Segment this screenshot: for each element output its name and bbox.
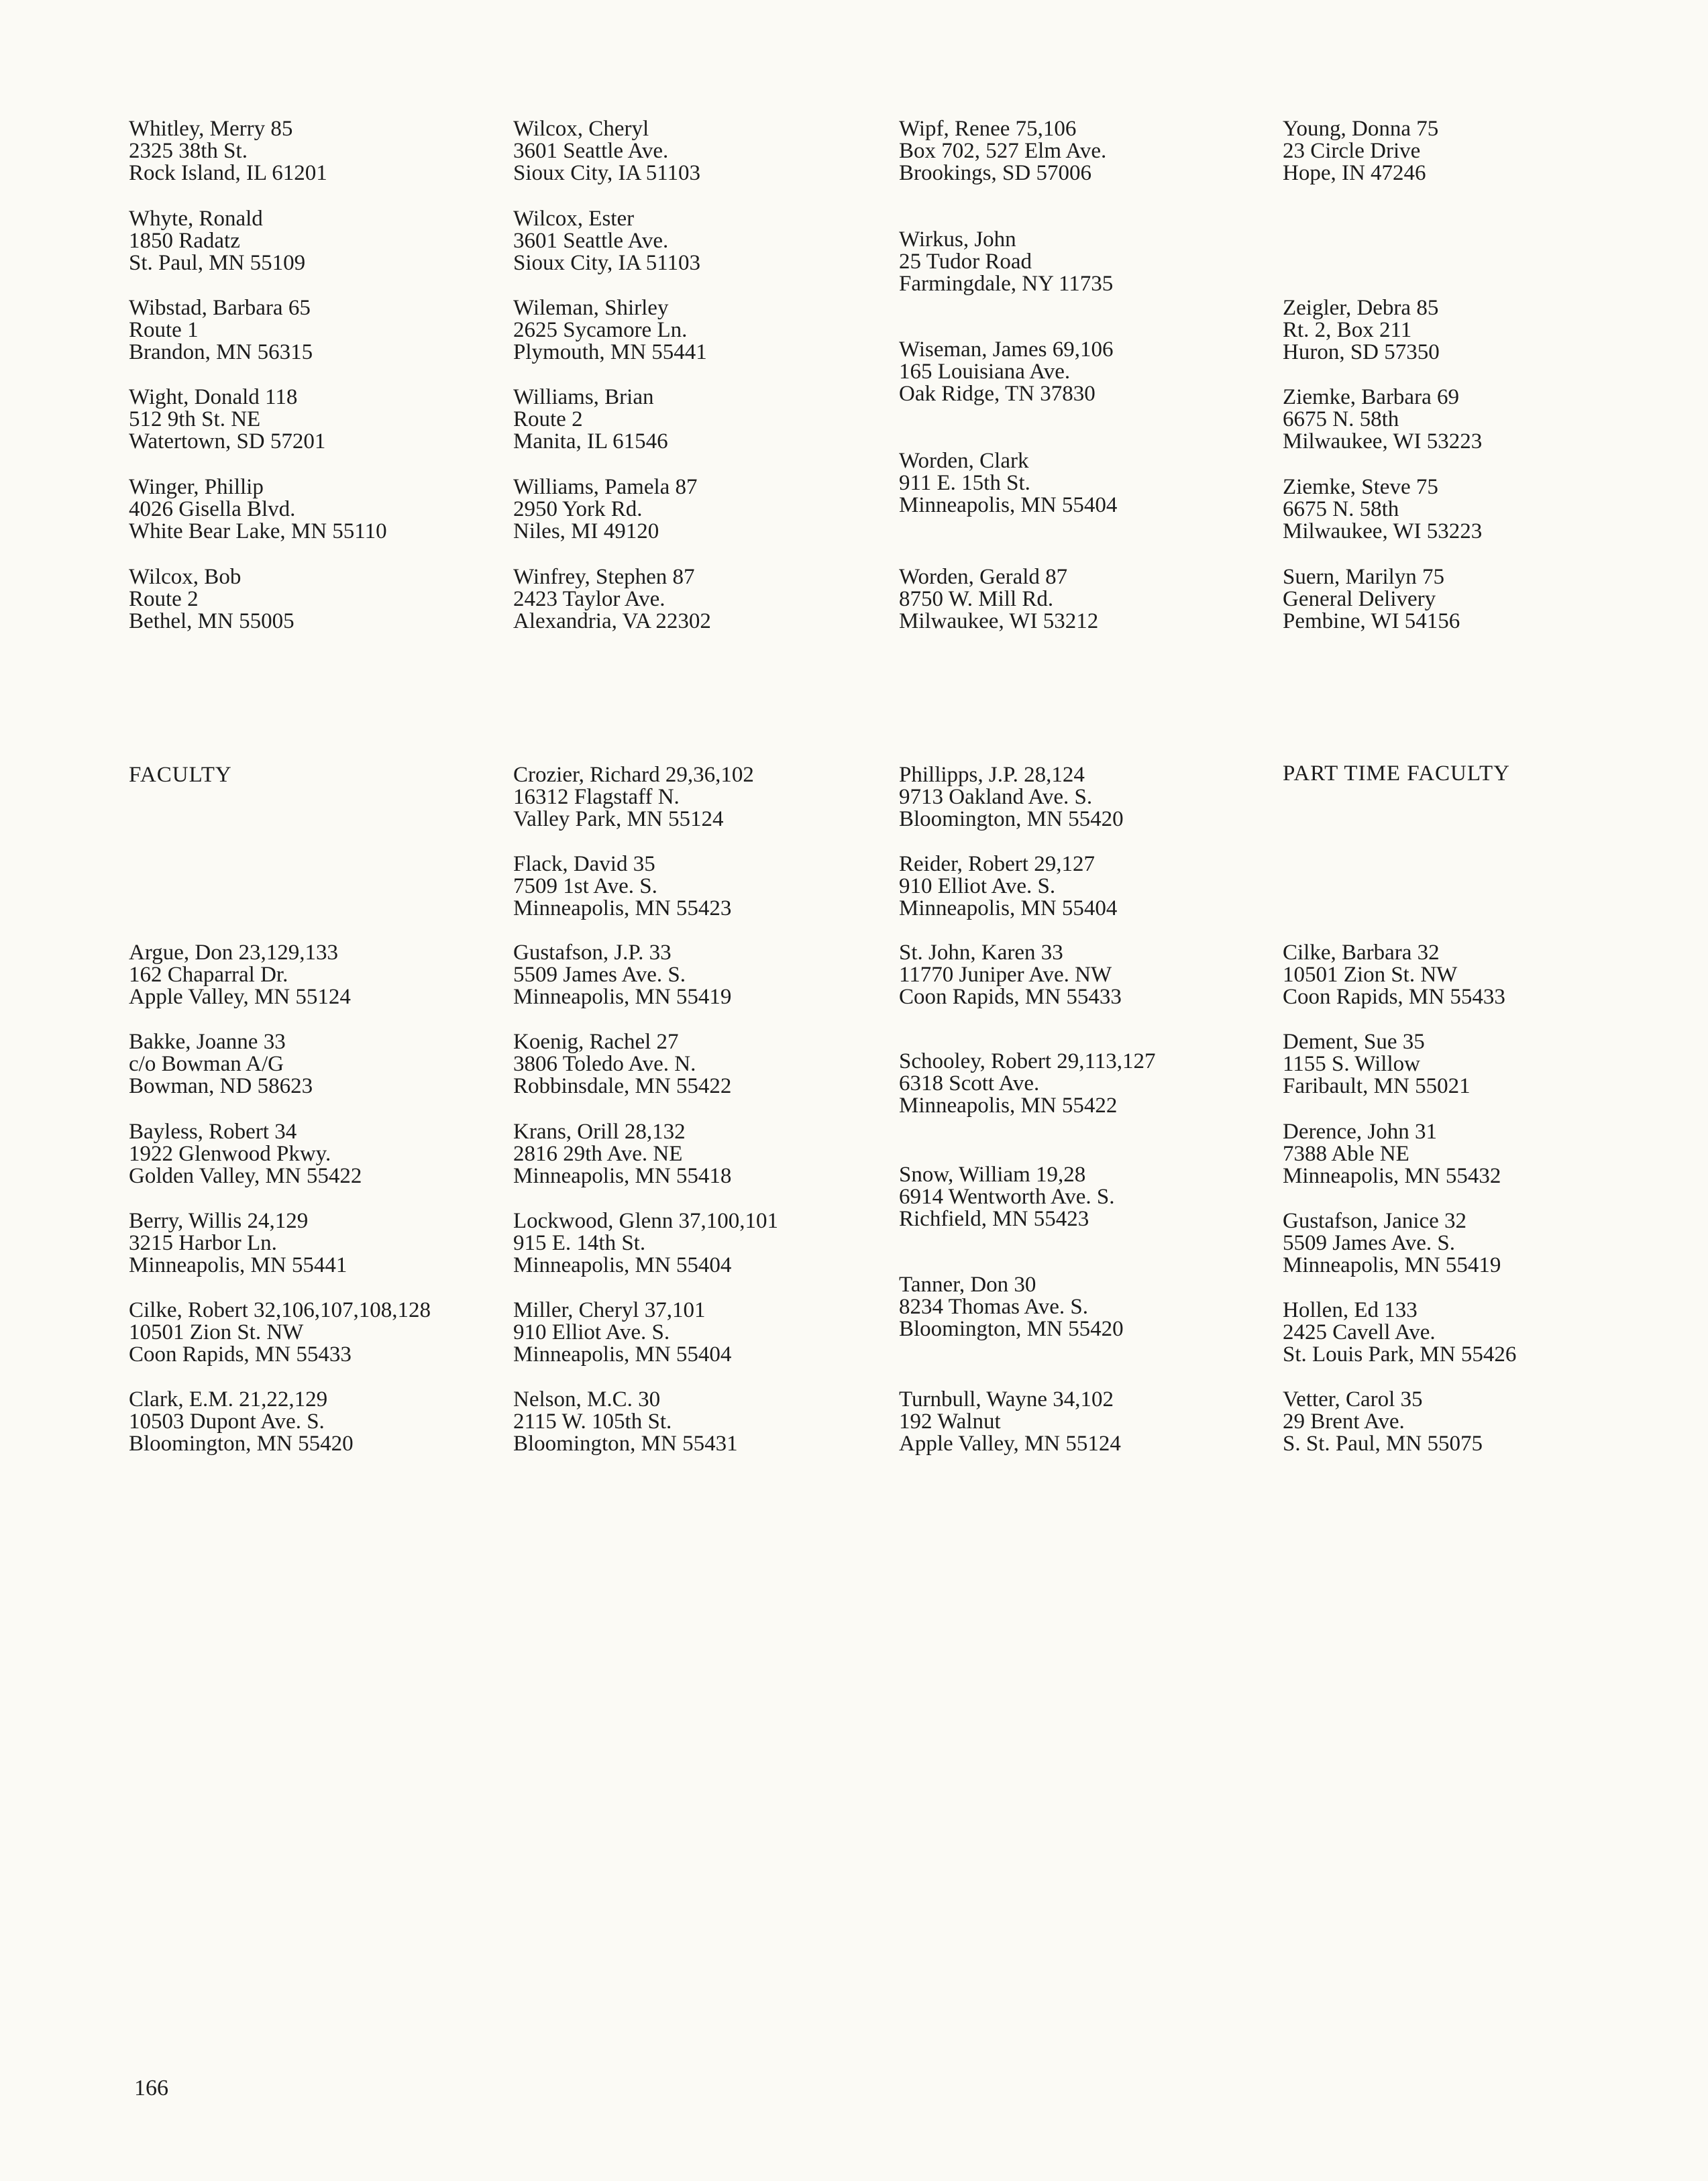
entry-street: 10503 Dupont Ave. S. xyxy=(129,1409,325,1434)
entry-city: Bowman, ND 58623 xyxy=(129,1074,313,1098)
entry-city: Watertown, SD 57201 xyxy=(129,429,326,454)
entry-city: Faribault, MN 55021 xyxy=(1283,1074,1471,1098)
entry-street: 10501 Zion St. NW xyxy=(1283,963,1458,987)
student-entry xyxy=(1283,566,1658,633)
entry-name: Whitley, Merry 85 xyxy=(129,117,293,141)
entry-name: Phillipps, J.P. 28,124 xyxy=(899,763,1085,787)
entry-street: 23 Circle Drive xyxy=(1283,139,1421,163)
student-entry xyxy=(513,566,889,633)
entry-city: S. St. Paul, MN 55075 xyxy=(1283,1432,1483,1456)
faculty-entry xyxy=(513,1210,889,1277)
entry-street: Route 2 xyxy=(129,587,199,611)
student-entry xyxy=(129,476,504,543)
entry-street: c/o Bowman A/G xyxy=(129,1052,284,1076)
entry-name: Wilcox, Bob xyxy=(129,565,242,589)
faculty-entry xyxy=(1283,1031,1658,1098)
entry-city: Robbinsdale, MN 55422 xyxy=(513,1074,732,1098)
entry-city: Brandon, MN 56315 xyxy=(129,340,313,364)
entry-street: 6914 Wentworth Ave. S. xyxy=(899,1185,1115,1209)
entry-street: 3601 Seattle Ave. xyxy=(513,229,669,253)
faculty-entry xyxy=(899,942,1275,1008)
entry-name: Cilke, Barbara 32 xyxy=(1283,941,1440,965)
faculty-entry xyxy=(1283,1299,1658,1366)
entry-city: Oak Ridge, TN 37830 xyxy=(899,382,1096,406)
entry-city: Brookings, SD 57006 xyxy=(899,161,1091,185)
entry-street: 6318 Scott Ave. xyxy=(899,1071,1040,1096)
entry-name: Krans, Orill 28,132 xyxy=(513,1120,686,1144)
student-entry xyxy=(129,386,504,453)
entry-name: Dement, Sue 35 xyxy=(1283,1030,1425,1054)
faculty-entry xyxy=(129,1210,504,1277)
entry-name: Lockwood, Glenn 37,100,101 xyxy=(513,1209,779,1233)
entry-name: Reider, Robert 29,127 xyxy=(899,852,1095,876)
faculty-entry xyxy=(129,1299,504,1366)
entry-city: Minneapolis, MN 55404 xyxy=(899,493,1118,517)
entry-name: Tanner, Don 30 xyxy=(899,1273,1036,1297)
entry-street: 9713 Oakland Ave. S. xyxy=(899,785,1093,809)
entry-street: 192 Walnut xyxy=(899,1409,1001,1434)
entry-name: Suern, Marilyn 75 xyxy=(1283,565,1445,589)
student-entry xyxy=(129,566,504,633)
entry-city: Rock Island, IL 61201 xyxy=(129,161,327,185)
student-entry xyxy=(899,566,1275,633)
entry-city: Apple Valley, MN 55124 xyxy=(129,985,351,1009)
student-entry xyxy=(129,208,504,274)
entry-street: 10501 Zion St. NW xyxy=(129,1320,304,1344)
faculty-entry xyxy=(899,764,1275,831)
faculty-entry xyxy=(513,1121,889,1187)
entry-city: Pembine, WI 54156 xyxy=(1283,609,1460,633)
entry-city: Bloomington, MN 55420 xyxy=(899,1317,1124,1341)
entry-city: Coon Rapids, MN 55433 xyxy=(1283,985,1505,1009)
entry-street: 2423 Taylor Ave. xyxy=(513,587,665,611)
entry-name: Williams, Brian xyxy=(513,385,654,409)
student-entry xyxy=(513,297,889,364)
entry-street: 1850 Radatz xyxy=(129,229,240,253)
faculty-entry xyxy=(1283,1121,1658,1187)
entry-name: Hollen, Ed 133 xyxy=(1283,1298,1418,1322)
entry-street: 6675 N. 58th xyxy=(1283,497,1399,521)
entry-street: 910 Elliot Ave. S. xyxy=(513,1320,670,1344)
entry-name: Wirkus, John xyxy=(899,227,1016,252)
entry-city: Minneapolis, MN 55419 xyxy=(1283,1253,1501,1277)
entry-city: Minneapolis, MN 55423 xyxy=(513,896,732,920)
entry-name: Miller, Cheryl 37,101 xyxy=(513,1298,706,1322)
entry-name: Argue, Don 23,129,133 xyxy=(129,941,338,965)
student-entry xyxy=(513,386,889,453)
entry-city: Bloomington, MN 55420 xyxy=(899,807,1124,831)
entry-city: Apple Valley, MN 55124 xyxy=(899,1432,1121,1456)
entry-street: 11770 Juniper Ave. NW xyxy=(899,963,1112,987)
entry-city: Minneapolis, MN 55419 xyxy=(513,985,732,1009)
entry-city: Bethel, MN 55005 xyxy=(129,609,295,633)
student-entry xyxy=(1283,476,1658,543)
entry-city: Valley Park, MN 55124 xyxy=(513,807,724,831)
entry-street: 2816 29th Ave. NE xyxy=(513,1142,683,1166)
entry-street: Route 2 xyxy=(513,407,583,431)
entry-city: Sioux City, IA 51103 xyxy=(513,161,701,185)
entry-name: Zeigler, Debra 85 xyxy=(1283,296,1439,320)
faculty-entry xyxy=(513,1389,889,1455)
entry-city: Sioux City, IA 51103 xyxy=(513,251,701,275)
entry-street: 512 9th St. NE xyxy=(129,407,261,431)
entry-name: Gustafson, J.P. 33 xyxy=(513,941,672,965)
entry-city: Minneapolis, MN 55418 xyxy=(513,1164,732,1188)
entry-name: Wilcox, Ester xyxy=(513,207,635,231)
faculty-entry xyxy=(129,942,504,1008)
entry-name: Worden, Gerald 87 xyxy=(899,565,1068,589)
faculty-entry xyxy=(899,1274,1275,1340)
entry-street: 1922 Glenwood Pkwy. xyxy=(129,1142,331,1166)
faculty-entry xyxy=(899,1389,1275,1455)
entry-street: 3601 Seattle Ave. xyxy=(513,139,669,163)
entry-street: 915 E. 14th St. xyxy=(513,1231,646,1255)
part-time-faculty-heading: PART TIME FACULTY xyxy=(1283,761,1510,786)
entry-name: Derence, John 31 xyxy=(1283,1120,1438,1144)
entry-city: St. Paul, MN 55109 xyxy=(129,251,306,275)
entry-street: 3806 Toledo Ave. N. xyxy=(513,1052,696,1076)
student-entry xyxy=(899,339,1275,405)
entry-street: 2625 Sycamore Ln. xyxy=(513,318,688,342)
student-entry xyxy=(899,450,1275,517)
entry-city: Alexandria, VA 22302 xyxy=(513,609,711,633)
entry-street: 911 E. 15th St. xyxy=(899,471,1030,495)
entry-name: Wilcox, Cheryl xyxy=(513,117,649,141)
entry-street: 2425 Cavell Ave. xyxy=(1283,1320,1436,1344)
student-entry xyxy=(1283,297,1658,364)
entry-city: Bloomington, MN 55420 xyxy=(129,1432,354,1456)
entry-city: Milwaukee, WI 53223 xyxy=(1283,519,1483,543)
entry-city: Minneapolis, MN 55404 xyxy=(899,896,1118,920)
faculty-entry xyxy=(129,1121,504,1187)
entry-name: Turnbull, Wayne 34,102 xyxy=(899,1387,1114,1412)
entry-name: Wileman, Shirley xyxy=(513,296,669,320)
faculty-heading: FACULTY xyxy=(129,763,232,787)
student-entry xyxy=(899,118,1275,184)
faculty-entry xyxy=(1283,1389,1658,1455)
student-entry xyxy=(513,476,889,543)
entry-name: Ziemke, Steve 75 xyxy=(1283,475,1438,499)
entry-street: 2115 W. 105th St. xyxy=(513,1409,672,1434)
entry-name: Williams, Pamela 87 xyxy=(513,475,698,499)
entry-city: Manita, IL 61546 xyxy=(513,429,668,454)
entry-city: Milwaukee, WI 53223 xyxy=(1283,429,1483,454)
entry-city: Huron, SD 57350 xyxy=(1283,340,1440,364)
entry-street: 4026 Gisella Blvd. xyxy=(129,497,296,521)
entry-street: 7388 Able NE xyxy=(1283,1142,1409,1166)
entry-city: Milwaukee, WI 53212 xyxy=(899,609,1099,633)
entry-name: Flack, David 35 xyxy=(513,852,655,876)
entry-name: Winger, Phillip xyxy=(129,475,264,499)
student-entry xyxy=(513,208,889,274)
faculty-entry xyxy=(1283,1210,1658,1277)
entry-street: 7509 1st Ave. S. xyxy=(513,874,657,898)
page-number: 166 xyxy=(134,2076,168,2100)
entry-city: White Bear Lake, MN 55110 xyxy=(129,519,387,543)
entry-name: Snow, William 19,28 xyxy=(899,1163,1086,1187)
entry-street: 25 Tudor Road xyxy=(899,250,1032,274)
entry-name: Young, Donna 75 xyxy=(1283,117,1439,141)
entry-street: 2325 38th St. xyxy=(129,139,248,163)
entry-city: Coon Rapids, MN 55433 xyxy=(899,985,1122,1009)
entry-name: Nelson, M.C. 30 xyxy=(513,1387,661,1412)
entry-street: 8750 W. Mill Rd. xyxy=(899,587,1054,611)
entry-street: 165 Louisiana Ave. xyxy=(899,360,1071,384)
entry-name: Wight, Donald 118 xyxy=(129,385,298,409)
entry-street: 8234 Thomas Ave. S. xyxy=(899,1295,1089,1319)
faculty-entry xyxy=(513,1299,889,1366)
faculty-entry xyxy=(513,853,889,920)
entry-name: Wiseman, James 69,106 xyxy=(899,337,1114,362)
entry-name: Cilke, Robert 32,106,107,108,128 xyxy=(129,1298,431,1322)
entry-street: General Delivery xyxy=(1283,587,1436,611)
entry-street: 1155 S. Willow xyxy=(1283,1052,1420,1076)
faculty-entry xyxy=(129,1031,504,1098)
entry-name: Ziemke, Barbara 69 xyxy=(1283,385,1459,409)
entry-city: Minneapolis, MN 55432 xyxy=(1283,1164,1501,1188)
faculty-entry xyxy=(1283,942,1658,1008)
entry-city: Minneapolis, MN 55441 xyxy=(129,1253,348,1277)
entry-name: Bakke, Joanne 33 xyxy=(129,1030,286,1054)
entry-city: Golden Valley, MN 55422 xyxy=(129,1164,362,1188)
entry-name: Clark, E.M. 21,22,129 xyxy=(129,1387,328,1412)
entry-name: Crozier, Richard 29,36,102 xyxy=(513,763,754,787)
faculty-entry xyxy=(513,764,889,831)
entry-name: Gustafson, Janice 32 xyxy=(1283,1209,1467,1233)
entry-street: 3215 Harbor Ln. xyxy=(129,1231,277,1255)
entry-street: Box 702, 527 Elm Ave. xyxy=(899,139,1107,163)
entry-street: 6675 N. 58th xyxy=(1283,407,1399,431)
entry-street: 5509 James Ave. S. xyxy=(1283,1231,1455,1255)
faculty-entry xyxy=(513,942,889,1008)
entry-city: Minneapolis, MN 55404 xyxy=(513,1253,732,1277)
student-entry xyxy=(129,297,504,364)
student-entry xyxy=(1283,118,1658,184)
entry-street: 5509 James Ave. S. xyxy=(513,963,686,987)
entry-name: St. John, Karen 33 xyxy=(899,941,1063,965)
faculty-entry xyxy=(129,1389,504,1455)
entry-name: Wibstad, Barbara 65 xyxy=(129,296,311,320)
entry-street: 162 Chaparral Dr. xyxy=(129,963,288,987)
entry-street: 910 Elliot Ave. S. xyxy=(899,874,1056,898)
faculty-entry xyxy=(899,1164,1275,1230)
entry-name: Schooley, Robert 29,113,127 xyxy=(899,1049,1156,1073)
entry-street: 2950 York Rd. xyxy=(513,497,643,521)
student-entry xyxy=(513,118,889,184)
entry-name: Wipf, Renee 75,106 xyxy=(899,117,1077,141)
entry-city: Plymouth, MN 55441 xyxy=(513,340,707,364)
entry-name: Bayless, Robert 34 xyxy=(129,1120,297,1144)
entry-street: 29 Brent Ave. xyxy=(1283,1409,1405,1434)
entry-name: Worden, Clark xyxy=(899,449,1029,473)
entry-name: Whyte, Ronald xyxy=(129,207,263,231)
entry-city: Bloomington, MN 55431 xyxy=(513,1432,738,1456)
entry-name: Winfrey, Stephen 87 xyxy=(513,565,695,589)
entry-city: St. Louis Park, MN 55426 xyxy=(1283,1342,1517,1367)
faculty-entry xyxy=(899,1051,1275,1117)
entry-street: Rt. 2, Box 211 xyxy=(1283,318,1412,342)
entry-city: Niles, MI 49120 xyxy=(513,519,659,543)
entry-name: Vetter, Carol 35 xyxy=(1283,1387,1423,1412)
faculty-entry xyxy=(513,1031,889,1098)
student-entry xyxy=(129,118,504,184)
entry-city: Farmingdale, NY 11735 xyxy=(899,272,1114,296)
entry-city: Coon Rapids, MN 55433 xyxy=(129,1342,352,1367)
student-entry xyxy=(1283,386,1658,453)
student-entry xyxy=(899,229,1275,295)
entry-street: Route 1 xyxy=(129,318,199,342)
entry-street: 16312 Flagstaff N. xyxy=(513,785,680,809)
entry-city: Minneapolis, MN 55404 xyxy=(513,1342,732,1367)
faculty-entry xyxy=(899,853,1275,920)
entry-name: Koenig, Rachel 27 xyxy=(513,1030,679,1054)
entry-city: Richfield, MN 55423 xyxy=(899,1207,1089,1231)
entry-name: Berry, Willis 24,129 xyxy=(129,1209,309,1233)
entry-city: Minneapolis, MN 55422 xyxy=(899,1094,1118,1118)
entry-city: Hope, IN 47246 xyxy=(1283,161,1426,185)
